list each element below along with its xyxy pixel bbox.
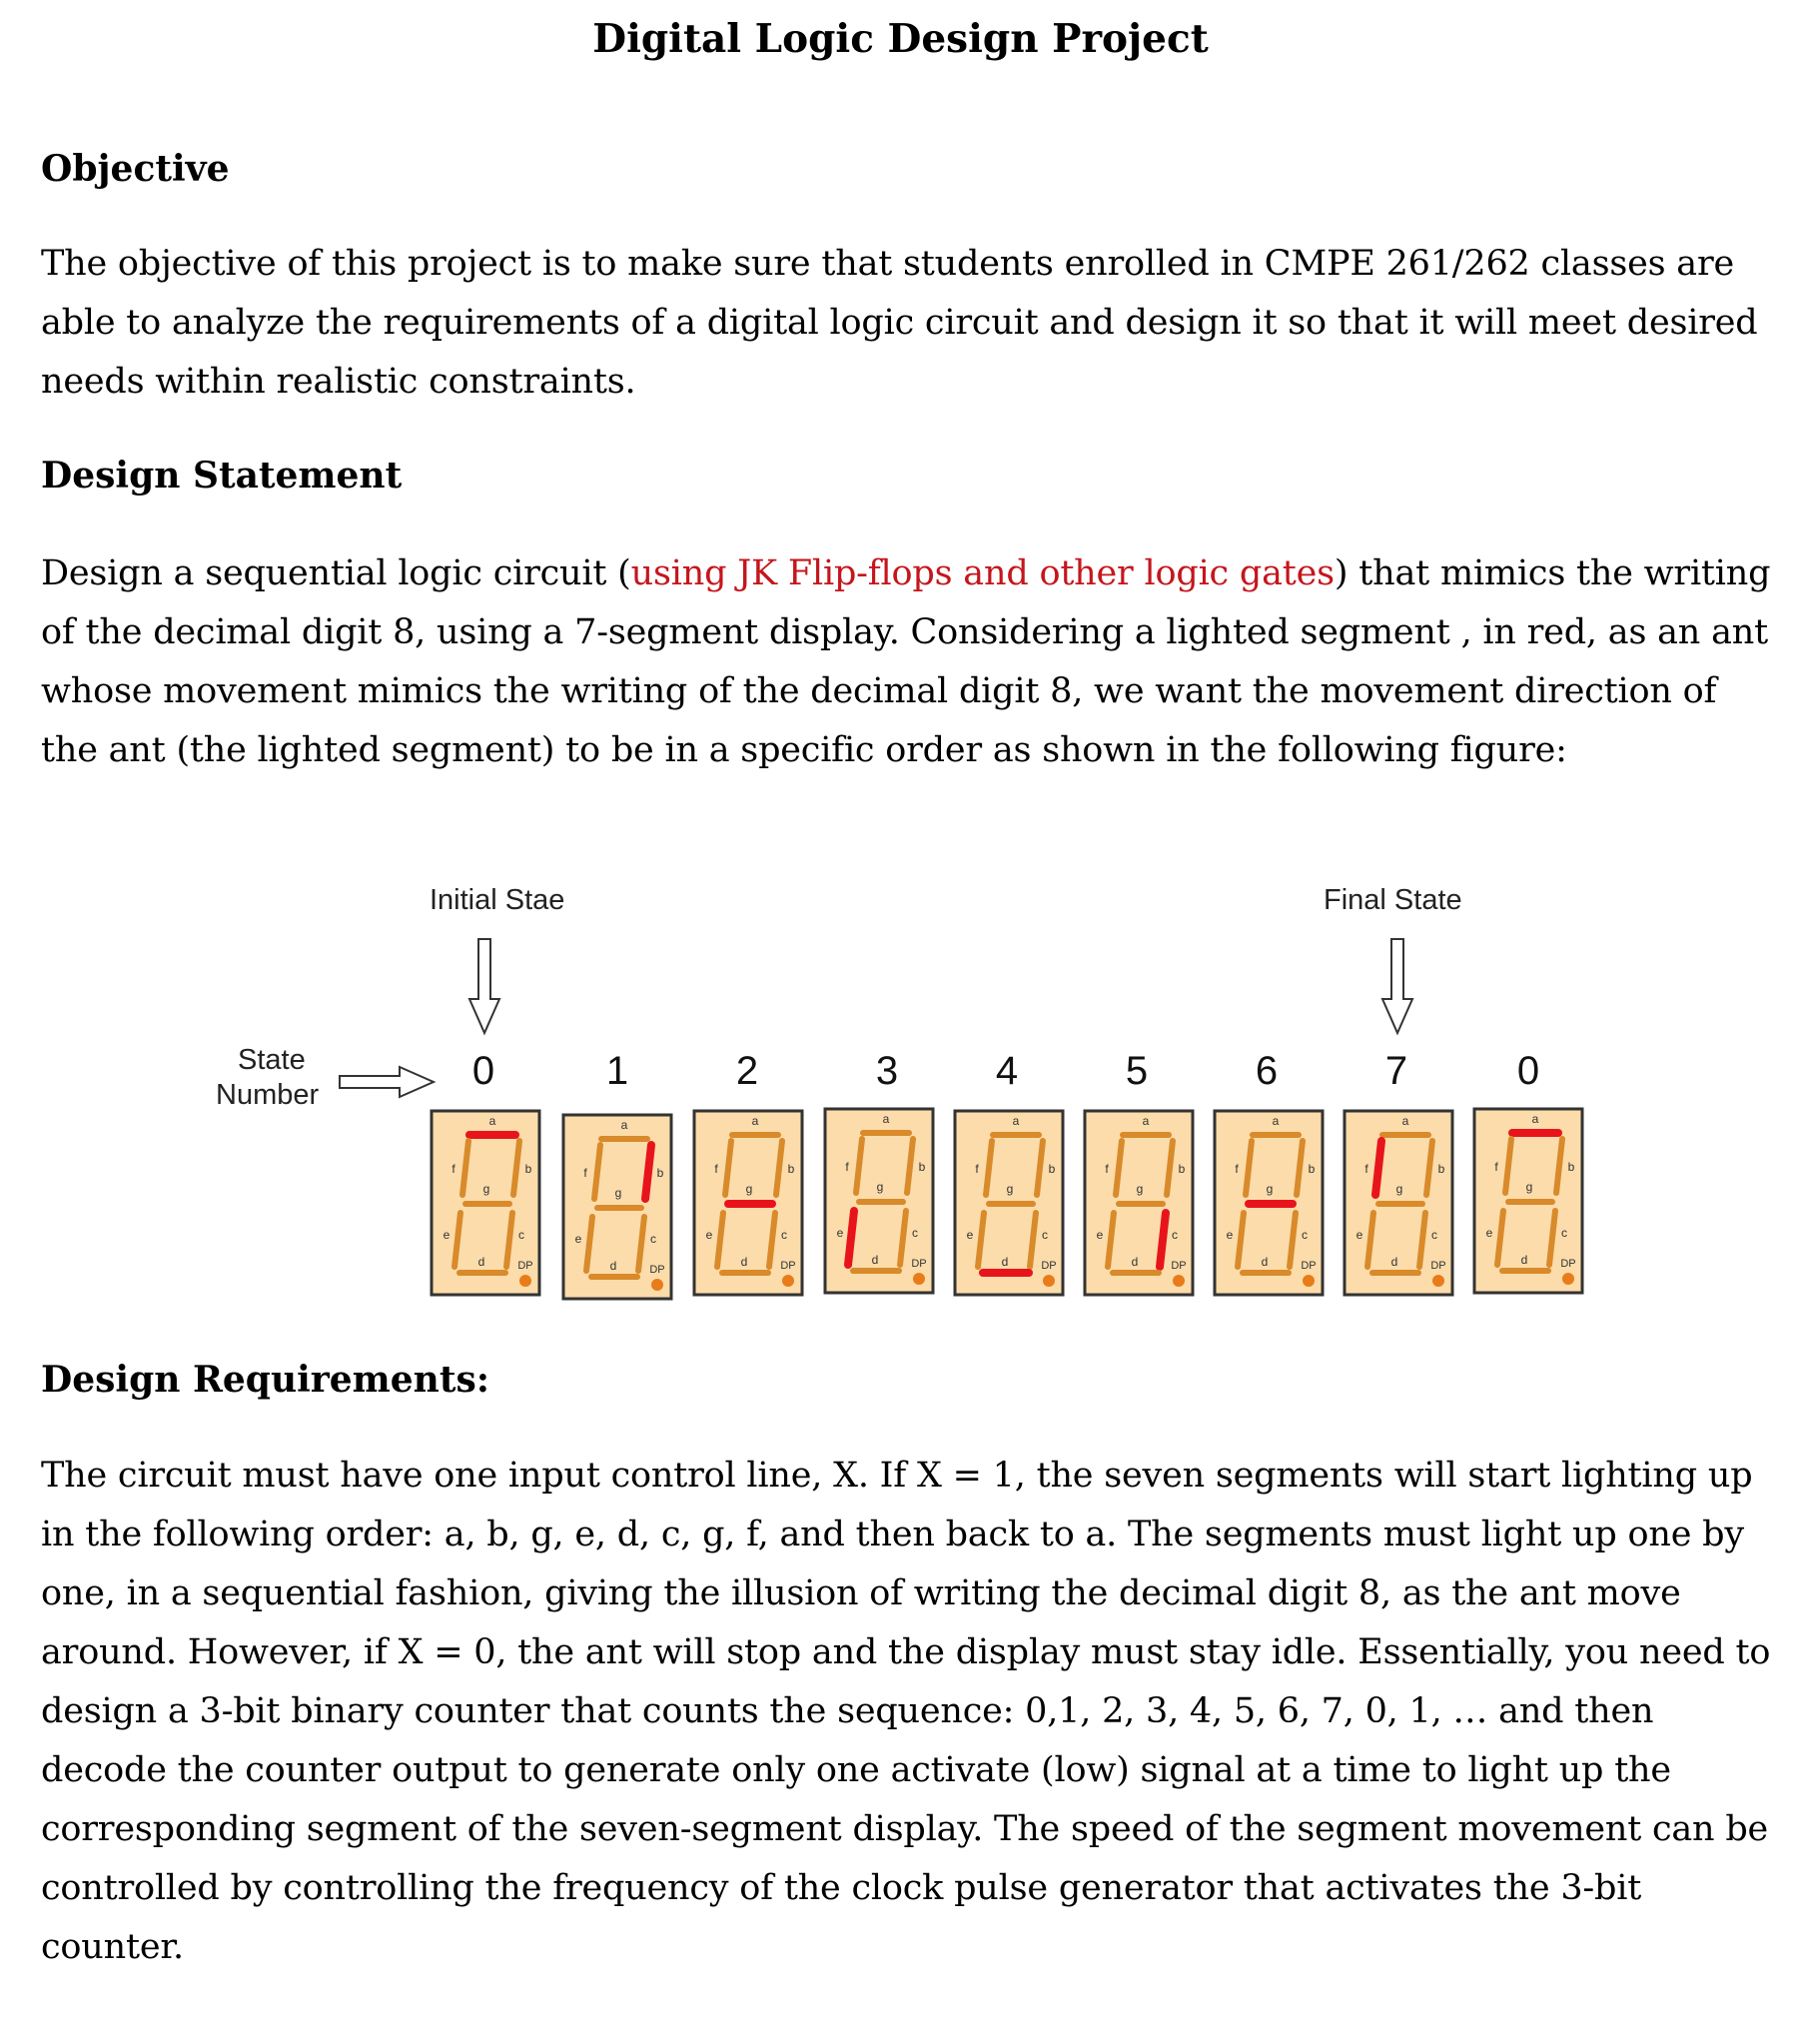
segment-letter-g: g bbox=[745, 1182, 753, 1196]
state-number: 7 bbox=[1384, 1049, 1408, 1093]
initial-state-down-arrow-icon bbox=[467, 937, 501, 1037]
seven-segment-graphic bbox=[953, 1109, 1065, 1297]
segment-letter-b: b bbox=[656, 1166, 664, 1180]
seven-segment-display bbox=[823, 1107, 935, 1295]
dp-label: DP bbox=[1430, 1260, 1446, 1272]
state-number: 3 bbox=[875, 1049, 899, 1093]
seven-segment-display bbox=[561, 1113, 673, 1301]
segment-letter-a: a bbox=[488, 1114, 496, 1128]
seven-segment-display bbox=[1472, 1107, 1584, 1295]
segment-letter-f: f bbox=[845, 1160, 849, 1174]
segment-letter-d: d bbox=[1001, 1255, 1009, 1269]
segment-letter-f: f bbox=[1105, 1162, 1109, 1176]
state-number: 5 bbox=[1125, 1049, 1149, 1093]
seven-segment-graphic bbox=[1343, 1109, 1454, 1297]
segment-letter-a: a bbox=[620, 1118, 628, 1132]
dp-label: DP bbox=[1301, 1260, 1317, 1272]
design-statement-paragraph bbox=[41, 544, 1779, 780]
segment-letter-g: g bbox=[1136, 1182, 1144, 1196]
decimal-point-dot bbox=[1043, 1275, 1055, 1287]
segment-letter-d: d bbox=[1520, 1253, 1528, 1267]
decimal-point-dot bbox=[782, 1275, 794, 1287]
segment-letter-b: b bbox=[1178, 1162, 1186, 1176]
decimal-point-dot bbox=[913, 1273, 925, 1285]
state-number: 2 bbox=[735, 1049, 759, 1093]
segment-letter-d: d bbox=[1131, 1255, 1139, 1269]
segment-letter-d: d bbox=[740, 1255, 748, 1269]
page-title: Digital Logic Design Project bbox=[592, 16, 1209, 62]
seven-segment-graphic bbox=[1472, 1107, 1584, 1295]
decimal-point-dot bbox=[1562, 1273, 1574, 1285]
segment-letter-e: e bbox=[1485, 1226, 1493, 1240]
seven-segment-graphic bbox=[430, 1109, 541, 1297]
seven-segment-display bbox=[1213, 1109, 1325, 1297]
segment-letter-g: g bbox=[876, 1180, 884, 1194]
seven-segment-graphic bbox=[692, 1109, 804, 1297]
objective-heading: Objective bbox=[41, 148, 230, 190]
segment-letter-c: c bbox=[650, 1232, 656, 1246]
state-number: 6 bbox=[1255, 1049, 1279, 1093]
segment-letter-f: f bbox=[451, 1162, 455, 1176]
initial-state-label: Initial Stae bbox=[430, 884, 565, 916]
objective-paragraph: The objective of this project is to make sure that students enrolled in CMPE 261/262 classes are able to analyze the requirements of a digital logic circuit and design it so that it will meet desired needs within realistic constraints. bbox=[41, 244, 1758, 402]
segment-letter-g: g bbox=[1006, 1182, 1014, 1196]
segment-letter-e: e bbox=[1226, 1228, 1234, 1242]
seven-segment-graphic bbox=[823, 1107, 935, 1295]
seven-segment-display bbox=[430, 1109, 541, 1297]
segment-letter-f: f bbox=[1364, 1162, 1368, 1176]
segment-letter-c: c bbox=[518, 1228, 524, 1242]
dp-label: DP bbox=[517, 1260, 533, 1272]
segment-letter-f: f bbox=[583, 1166, 587, 1180]
segment-letter-b: b bbox=[1567, 1160, 1575, 1174]
state-number: 4 bbox=[995, 1049, 1019, 1093]
decimal-point-dot bbox=[519, 1275, 531, 1287]
segment-letter-e: e bbox=[1355, 1228, 1363, 1242]
segment-letter-b: b bbox=[1308, 1162, 1316, 1176]
segment-letter-e: e bbox=[1096, 1228, 1104, 1242]
design-statement-heading: Design Statement bbox=[41, 455, 403, 497]
segment-letter-e: e bbox=[574, 1232, 582, 1246]
design-requirements-paragraph: The circuit must have one input control line, X. If X = 1, the seven segments will start lighting up in the following order: a, b, g, e, d, c, g, f, and then back to a. The segments must light up one by one, in a sequential fashion, giving the illusion of writing the decimal digit 8, as the ant move around. However, if X = 0, the ant will stop and the display must stay idle. Essentially, you need to design a 3-bit binary counter that counts the sequence: 0,1, 2, 3, 4, 5, 6, 7, 0, 1, … and then decode the counter output to generate only one activate (low) signal at a time to light up the corresponding segment of the seven-segment display. The speed of the segment movement can be controlled by controlling the frequency of the clock pulse generator that activates the 3-bit counter. bbox=[41, 1456, 1771, 1967]
state-number-right-arrow-icon bbox=[338, 1065, 438, 1099]
segment-letter-f: f bbox=[714, 1162, 718, 1176]
segment-letter-a: a bbox=[1142, 1114, 1150, 1128]
segment-letter-e: e bbox=[836, 1226, 844, 1240]
segment-letter-b: b bbox=[787, 1162, 795, 1176]
seven-segment-graphic bbox=[561, 1113, 673, 1301]
segment-letter-b: b bbox=[918, 1160, 926, 1174]
segment-letter-a: a bbox=[751, 1114, 759, 1128]
segment-letter-d: d bbox=[609, 1259, 617, 1273]
state-number: 0 bbox=[1516, 1049, 1540, 1093]
segment-letter-f: f bbox=[1494, 1160, 1498, 1174]
segment-letter-a: a bbox=[1012, 1114, 1020, 1128]
segment-letter-c: c bbox=[1561, 1226, 1567, 1240]
seven-segment-display bbox=[1083, 1109, 1195, 1297]
dp-label: DP bbox=[911, 1258, 927, 1270]
decimal-point-dot bbox=[1303, 1275, 1315, 1287]
state-number: 0 bbox=[471, 1049, 495, 1093]
segment-letter-e: e bbox=[966, 1228, 974, 1242]
segment-letter-g: g bbox=[1395, 1182, 1403, 1196]
design-statement-text-start: Design a sequential logic circuit ( bbox=[41, 553, 631, 593]
segment-letter-e: e bbox=[443, 1228, 450, 1242]
decimal-point-dot bbox=[1432, 1275, 1444, 1287]
dp-label: DP bbox=[780, 1260, 796, 1272]
state-sequence-figure bbox=[0, 869, 1801, 1319]
segment-letter-g: g bbox=[1266, 1182, 1274, 1196]
state-number-label-line2: Number bbox=[216, 1079, 320, 1111]
seven-segment-display bbox=[1343, 1109, 1454, 1297]
state-number-label-line1: State bbox=[238, 1044, 306, 1076]
seven-segment-display bbox=[953, 1109, 1065, 1297]
segment-letter-b: b bbox=[1437, 1162, 1445, 1176]
dp-label: DP bbox=[1560, 1258, 1576, 1270]
dp-label: DP bbox=[1171, 1260, 1187, 1272]
segment-letter-c: c bbox=[781, 1228, 787, 1242]
decimal-point-dot bbox=[1173, 1275, 1185, 1287]
seven-segment-graphic bbox=[1083, 1109, 1195, 1297]
segment-letter-d: d bbox=[1390, 1255, 1398, 1269]
segment-letter-a: a bbox=[1531, 1112, 1539, 1126]
seven-segment-graphic bbox=[1213, 1109, 1325, 1297]
segment-letter-d: d bbox=[477, 1255, 485, 1269]
segment-letter-c: c bbox=[1431, 1228, 1437, 1242]
segment-letter-f: f bbox=[975, 1162, 979, 1176]
segment-letter-a: a bbox=[1401, 1114, 1409, 1128]
final-state-down-arrow-icon bbox=[1380, 937, 1414, 1037]
state-number: 1 bbox=[605, 1049, 629, 1093]
segment-letter-c: c bbox=[1172, 1228, 1178, 1242]
segment-letter-a: a bbox=[882, 1112, 890, 1126]
design-statement-highlight: using JK Flip-flops and other logic gates bbox=[630, 553, 1335, 593]
segment-letter-c: c bbox=[1302, 1228, 1308, 1242]
final-state-label: Final State bbox=[1324, 884, 1462, 916]
segment-letter-g: g bbox=[1525, 1180, 1533, 1194]
segment-letter-f: f bbox=[1235, 1162, 1239, 1176]
design-statement-text-end: ) that mimics the writing of the decimal digit 8, using a 7-segment display. Considering a lighted segment , in red, as an ant whose movement mimics the writing of the decimal digit 8, we want the movement direction of the ant (the lighted segment) to be in a specific order as shown in the following figure: bbox=[41, 553, 1771, 770]
segment-letter-a: a bbox=[1272, 1114, 1280, 1128]
segment-letter-c: c bbox=[1042, 1228, 1048, 1242]
design-requirements-heading: Design Requirements: bbox=[41, 1359, 490, 1401]
decimal-point-dot bbox=[651, 1279, 663, 1291]
seven-segment-display bbox=[692, 1109, 804, 1297]
dp-label: DP bbox=[1041, 1260, 1057, 1272]
dp-label: DP bbox=[649, 1264, 665, 1276]
segment-letter-e: e bbox=[705, 1228, 713, 1242]
segment-letter-b: b bbox=[524, 1162, 532, 1176]
segment-letter-d: d bbox=[871, 1253, 879, 1267]
segment-letter-g: g bbox=[614, 1186, 622, 1200]
segment-letter-d: d bbox=[1261, 1255, 1269, 1269]
segment-letter-b: b bbox=[1048, 1162, 1056, 1176]
segment-letter-g: g bbox=[482, 1182, 490, 1196]
segment-letter-c: c bbox=[912, 1226, 918, 1240]
